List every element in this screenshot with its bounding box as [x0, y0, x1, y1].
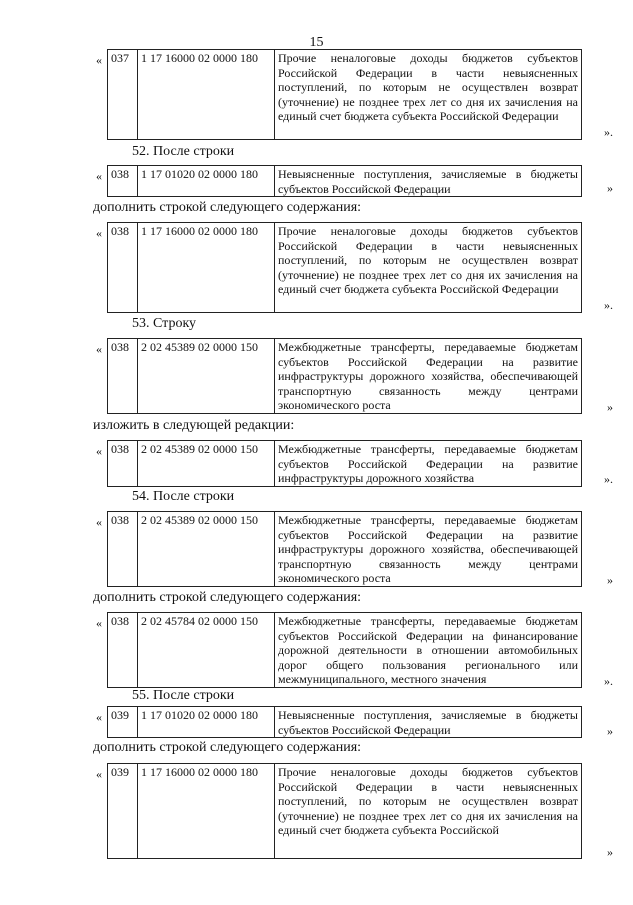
table-row	[93, 338, 613, 413]
entry-table	[107, 511, 582, 587]
budget-code-cell: 2 02 45389 02 0000 150	[138, 441, 275, 487]
admin-code-cell: 038	[108, 512, 138, 587]
instruction-text: 52. После строки	[132, 144, 235, 159]
admin-code-cell: 038	[108, 223, 138, 313]
income-name-cell: Невыясненные поступления, зачисляемые в бюджеты субъектов Российской Федерации	[275, 166, 582, 197]
admin-code-cell: 039	[108, 707, 138, 738]
close-quote: »	[607, 181, 613, 195]
income-name-cell: Прочие неналоговые доходы бюджетов субъектов Российской Федерации в части невыясненных поступлений, по которым не осуществлен возврат (уточнение) не позднее трех лет со дня их зачисления на единый счет бюджета субъекта Российской	[275, 764, 582, 859]
income-name-cell: Межбюджетные трансферты, передаваемые бюджетам субъектов Российской Федерации на развитие инфраструктуры дорожного хозяйства, обеспечивающей транспортную связанность между центрами экономического роста	[275, 339, 582, 414]
table-row	[93, 222, 613, 312]
close-quote: »	[607, 724, 613, 738]
admin-code-cell: 038	[108, 613, 138, 688]
table-row	[93, 763, 613, 858]
instruction-text: 55. После строки	[132, 688, 235, 703]
budget-code-cell: 1 17 16000 02 0000 180	[138, 50, 275, 140]
entry-table	[107, 49, 582, 140]
budget-code-cell: 2 02 45389 02 0000 150	[138, 512, 275, 587]
admin-code-cell: 038	[108, 166, 138, 197]
entry-table	[107, 706, 582, 738]
table-row	[93, 49, 613, 139]
admin-code-cell: 039	[108, 764, 138, 859]
table-row	[93, 440, 613, 486]
open-quote: «	[96, 710, 102, 724]
open-quote: «	[96, 444, 102, 458]
open-quote: «	[96, 616, 102, 630]
entry-table	[107, 222, 582, 313]
income-name-cell: Межбюджетные трансферты, передаваемые бюджетам субъектов Российской Федерации на финансирование дорожной деятельности в отношении автомобильных дорог общего пользования регионального или межмуниципального, местного значения	[275, 613, 582, 688]
open-quote: «	[96, 515, 102, 529]
close-quote: ».	[604, 125, 613, 139]
entry-table	[107, 612, 582, 688]
income-name-cell: Прочие неналоговые доходы бюджетов субъектов Российской Федерации в части невыясненных поступлений, по которым не осуществлен возврат (уточнение) не позднее трех лет со дня их зачисления на единый счет бюджета субъекта Российской Федерации	[275, 50, 582, 140]
budget-code-cell: 1 17 16000 02 0000 180	[138, 223, 275, 313]
open-quote: «	[96, 169, 102, 183]
close-quote: ».	[604, 472, 613, 486]
open-quote: «	[96, 767, 102, 781]
close-quote: »	[607, 845, 613, 859]
open-quote: «	[96, 342, 102, 356]
entry-table	[107, 165, 582, 197]
budget-code-cell: 1 17 01020 02 0000 180	[138, 166, 275, 197]
table-row	[93, 511, 613, 586]
budget-code-cell: 2 02 45389 02 0000 150	[138, 339, 275, 414]
instruction-text: 53. Строку	[132, 316, 197, 331]
entry-table	[107, 338, 582, 414]
admin-code-cell: 038	[108, 441, 138, 487]
budget-code-cell: 2 02 45784 02 0000 150	[138, 613, 275, 688]
close-quote: »	[607, 573, 613, 587]
instruction-text: дополнить строкой следующего содержания:	[93, 590, 362, 605]
instruction-text: дополнить строкой следующего содержания:	[93, 740, 362, 755]
budget-code-cell: 1 17 16000 02 0000 180	[138, 764, 275, 859]
instruction-text: дополнить строкой следующего содержания:	[93, 200, 362, 215]
instruction-text: изложить в следующей редакции:	[93, 418, 295, 433]
table-row	[93, 165, 613, 194]
table-row	[93, 706, 613, 737]
entry-table	[107, 763, 582, 859]
income-name-cell: Межбюджетные трансферты, передаваемые бюджетам субъектов Российской Федерации на развитие инфраструктуры дорожного хозяйства	[275, 441, 582, 487]
budget-code-cell: 1 17 01020 02 0000 180	[138, 707, 275, 738]
income-name-cell: Межбюджетные трансферты, передаваемые бюджетам субъектов Российской Федерации на развитие инфраструктуры дорожного хозяйства, обеспечивающей транспортную связанность между центрами экономического роста	[275, 512, 582, 587]
income-name-cell: Невыясненные поступления, зачисляемые в бюджеты субъектов Российской Федерации	[275, 707, 582, 738]
instruction-text: 54. После строки	[132, 489, 235, 504]
entry-table	[107, 440, 582, 487]
admin-code-cell: 037	[108, 50, 138, 140]
income-name-cell: Прочие неналоговые доходы бюджетов субъектов Российской Федерации в части невыясненных поступлений, по которым не осуществлен возврат (уточнение) не позднее трех лет со дня их зачисления на единый счет бюджета субъекта Российской Федерации	[275, 223, 582, 313]
table-row	[93, 612, 613, 687]
close-quote: ».	[604, 298, 613, 312]
open-quote: «	[96, 226, 102, 240]
close-quote: »	[607, 400, 613, 414]
page-number: 15	[309, 35, 324, 50]
close-quote: ».	[604, 674, 613, 688]
admin-code-cell: 038	[108, 339, 138, 414]
open-quote: «	[96, 53, 102, 67]
